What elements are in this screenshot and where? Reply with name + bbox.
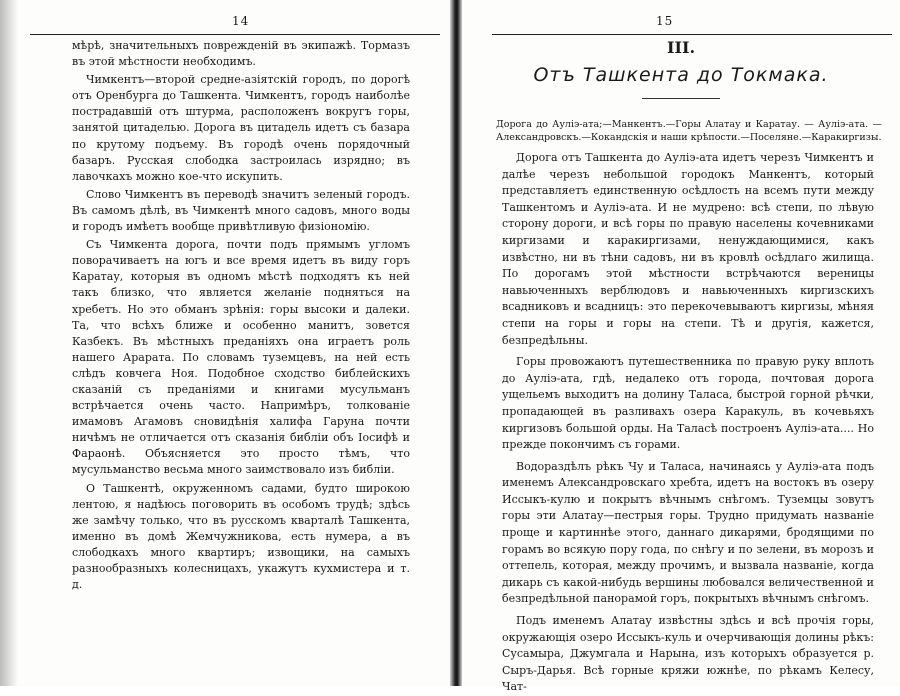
paragraph: Слово Чимкентъ въ переводѣ значитъ зеленый городъ. Въ самомъ дѣлѣ, въ Чимкентѣ много садовъ, много воды и городъ имѣетъ вообще привѣтливую физіономію. — [72, 187, 410, 234]
paragraph: Горы провожаютъ путешественника по правую руку вплоть до Ауліэ-ата, гдѣ, недалеко отъ города, почтовая дорога ущельемъ выходитъ на долину Таласа, быстрой горной рѣчки, пропадающей въ разливахъ озера Каракуль, въ кочевьяхъ киргизовъ большой орды. На Таласѣ построенъ Ауліэ-ата.... Но прежде покончимъ съ горами. — [502, 355, 874, 452]
paragraph: О Ташкентѣ, окруженномъ садами, будто широкою лентою, я надѣюсь поговорить въ особомъ трудѣ; здѣсь же замѣчу только, что въ русскомъ кварталѣ Ташкента, именно въ домѣ Жемчужникова, есть нумера, а въ слободкахъ много квартиръ; извощики, на самыхъ разнообразныхъ колесницахъ, укажутъ кухмистера и т. д. — [72, 481, 410, 592]
chapter-title: Отъ Ташкента до Токмака. — [533, 64, 829, 86]
paragraph: Чимкентъ—второй средне-азіятскій городъ, по дорогѣ отъ Оренбурга до Ташкента. Чимкентъ, городъ наиболѣе пострадавшій отъ штурма, расположенъ вокругъ горы, занятой цитаделью. Дорога въ цитадель идетъ съ базара по крутому подъему. Въ городѣ очень порядочный базаръ. Русская слободка застроилась изрядно; въ лавочкахъ можно кое-что искупить. — [72, 73, 410, 183]
header-rule — [492, 34, 892, 35]
book-gutter — [450, 0, 462, 686]
chapter-number: III. — [666, 38, 696, 57]
paragraph: мѣрѣ, значительныхъ поврежденій въ экипажѣ. Тормазъ въ этой мѣстности необходимъ. — [72, 39, 410, 69]
left-page-text — [72, 38, 410, 593]
right-page — [462, 0, 900, 694]
header-rule — [30, 34, 440, 35]
left-page-number: 14 — [232, 14, 250, 28]
right-page-number: 15 — [656, 14, 674, 28]
title-rule — [642, 98, 720, 99]
paragraph: Съ Чимкента дорога, почти подъ прямымъ угломъ поворачиваетъ на югъ и все время идетъ въ виду горъ Каратау, которыя въ одномъ мѣстѣ подходятъ къ ней такъ близко, что является желаніе подняться на хребетъ. Но это обманъ зрѣнія: горы высоки и далеки. Та, что всѣхъ ближе и особенно манитъ, зовется Казбекъ. Въ мѣстныхъ преданіяхъ она играетъ роль нашего Арарата. По словамъ туземцевъ, на ней есть слѣдъ ковчега Ноя. Подобное сходство библейскихъ сказаній съ преданіями и книгами мусульманъ встрѣчается очень часто. Напримѣръ, толкованіе имамовъ Агамовъ сновидѣнія халифа Гаруна почти ничѣмъ не отличается отъ сказанія библіи объ Іосифѣ и Фараонѣ. Объясняется это просто тѣмъ, что мусульманство весьма много заимствовало изъ библіи. — [72, 238, 410, 477]
paragraph: Водораздѣлъ рѣкъ Чу и Таласа, начинаясь у Ауліэ-ата подъ именемъ Александровскаго хребта, идетъ на востокъ въ озеру Иссыкъ-кулю и покрытъ вѣчнымъ снѣгомъ. Туземцы зовутъ горы эти Алатау—пестрыя горы. Трудно придумать названіе проще и картиннѣе этого, даннаго дикарями, бродящими по горамъ во всякую пору года, по снѣгу и по зелени, въ морозъ и оттепель, которая, между прочимъ, и вызвала названіе, когда дикарь съ какой-нибудь вершины любовался величественной и безпредѣльной панорамой горъ, покрытыхъ вѣчнымъ снѣгомъ. — [502, 459, 874, 606]
right-page-text — [502, 150, 874, 696]
left-page — [0, 0, 452, 686]
paragraph: Дорога отъ Ташкента до Ауліэ-ата идетъ черезъ Чимкентъ и далѣе черезъ небольшой городокъ Манкентъ, который представляетъ единственную осѣдлость на всемъ пути между Ташкентомъ и Ауліэ-ата. И не мудрено: всѣ степи, по лѣвую сторону дороги, и всѣ горы по правую населены кочевниками киргизами и каракиргизами, ненуждающимися, какъ извѣстно, ни въ тѣни садовъ, ни въ кровлѣ осѣдлаго жилища. По дорогамъ этой мѣстности встрѣчаются вереницы навьюченныхъ верблюдовъ и навьюченныхъ киргизскихъ всадниковъ и всадницъ: это перекочевываютъ киргизы, мѣняя степи на горы и горы на степи. Тѣ и другія, кажется, безпредѣльны. — [502, 151, 874, 347]
paragraph: Подъ именемъ Алатау извѣстны здѣсь и всѣ прочія горы, окружающія озеро Иссыкъ-куль и очерчивающія долины рѣкъ: Сусамыра, Джумгала и Нарына, изъ которыхъ образуется р. Сыръ-Дарья. Всѣ горные кряжи южнѣе, по рѣкамъ Келесу, Чат- — [502, 614, 874, 694]
chapter-synopsis: Дорога до Ауліэ-ата;—Манкентъ.—Горы Алатау и Каратау. — Ауліэ-ата. — Александровскъ.—Кокандскія и наши крѣпости.—Поселяне.—Каракиргизы. — [496, 119, 882, 143]
page-edge-shadow — [0, 0, 18, 686]
